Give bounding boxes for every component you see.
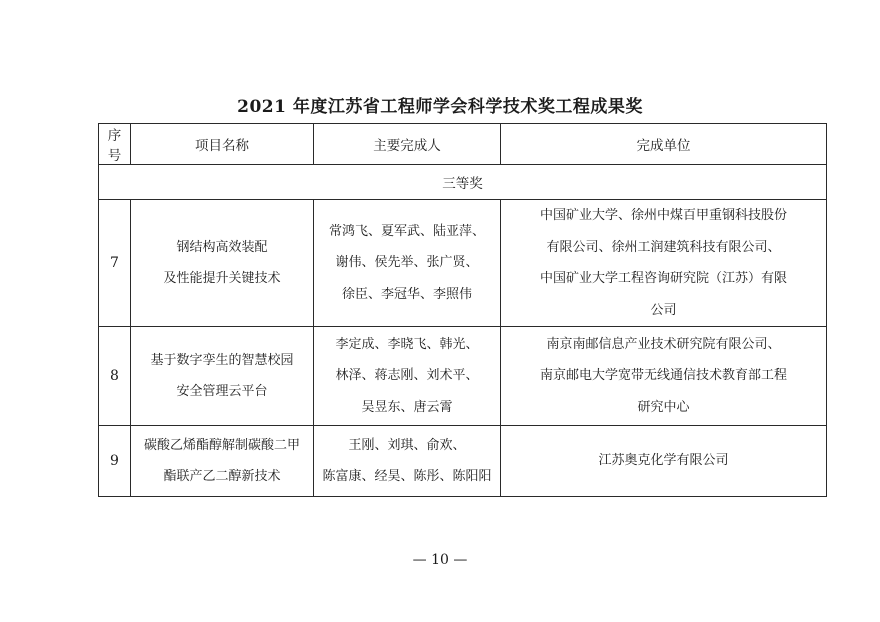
organization-line: 南京邮电大学宽带无线通信技术教育部工程: [539, 368, 787, 384]
project-name-cell: [131, 327, 314, 426]
section-row: [99, 165, 827, 200]
project-name-line: 安全管理云平台: [176, 384, 268, 399]
contributors-line: 李定成、李晓飞、韩光、: [335, 336, 479, 352]
row-number: 8: [99, 327, 131, 426]
project-name-cell: [131, 426, 314, 497]
row-number: 9: [99, 426, 131, 497]
organization-cell: [501, 426, 827, 497]
project-name-line: 基于数字孪生的智慧校园: [150, 352, 294, 368]
header-main-contributors: 主要完成人: [314, 124, 501, 165]
organization-line: 南京南邮信息产业技术研究院有限公司、: [546, 336, 781, 352]
project-name-cell: [131, 200, 314, 327]
contributors-cell: [314, 426, 501, 497]
table-row: [99, 200, 827, 327]
contributors-line: 谢伟、侯先举、张广贤、: [335, 255, 479, 271]
header-project-name: 项目名称: [131, 124, 314, 165]
page-number: — 10 —: [412, 552, 468, 568]
project-name-line: 酯联产乙二醇新技术: [163, 469, 281, 484]
awards-table: [98, 123, 827, 497]
contributors-line: 王刚、刘琪、俞欢、: [348, 437, 466, 453]
contributors-cell: [314, 200, 501, 327]
organization-line: 公司: [650, 302, 677, 318]
organization-line: 中国矿业大学工程咨询研究院（江苏）有限: [539, 271, 787, 286]
table-row: [99, 426, 827, 497]
row-number: 7: [99, 200, 131, 327]
organization-cell: [501, 327, 827, 426]
contributors-line: 陈富康、经昊、陈彤、陈阳阳: [322, 469, 492, 484]
contributors-line: 林泽、蒋志刚、刘术平、: [335, 368, 479, 384]
organization-line: 研究中心: [637, 399, 690, 415]
table-header-row: [99, 124, 827, 165]
header-organization: 完成单位: [501, 124, 827, 165]
section-label-third-prize: 三等奖: [99, 165, 827, 200]
organization-line: 有限公司、徐州工润建筑科技有限公司、: [546, 239, 781, 255]
project-name-line: 碳酸乙烯酯醇解制碳酸二甲: [143, 437, 300, 453]
contributors-line: 徐臣、李冠华、李照伟: [341, 286, 472, 302]
project-name-line: 钢结构高效装配: [176, 239, 268, 255]
organization-line: 江苏奥克化学有限公司: [598, 453, 729, 469]
organization-cell: [501, 200, 827, 327]
table-row: [99, 327, 827, 426]
header-serial-number: 序号: [99, 124, 131, 165]
organization-line: 中国矿业大学、徐州中煤百甲重钢科技股份: [539, 208, 787, 223]
contributors-line: 吴昱东、唐云霄: [361, 399, 453, 415]
contributors-line: 常鸿飞、夏军武、陆亚萍、: [328, 223, 485, 239]
document-title: 2021 年度江苏省工程师学会科学技术奖工程成果奖: [237, 97, 643, 117]
project-name-line: 及性能提升关键技术: [163, 271, 281, 286]
contributors-cell: [314, 327, 501, 426]
